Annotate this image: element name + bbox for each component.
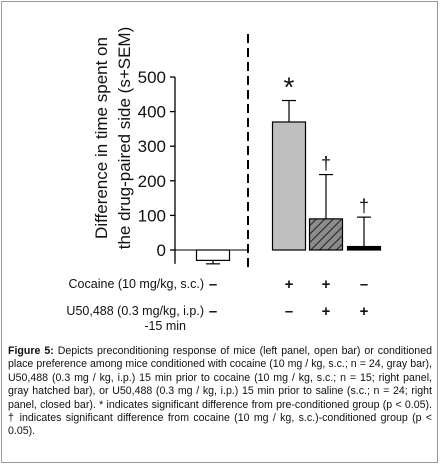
- y-axis: [138, 68, 248, 264]
- bar-4: [348, 247, 381, 250]
- significance-mark-4: †: [358, 196, 370, 217]
- row-2-mark-4: +: [359, 303, 369, 320]
- figure-caption: [8, 345, 432, 439]
- y-axis-label: [92, 27, 134, 250]
- row-label-2-line-2: -15 min: [144, 319, 186, 333]
- significance-mark-2: *: [283, 71, 295, 103]
- bar-3: [310, 219, 343, 250]
- y-tick-label: 100: [137, 206, 166, 226]
- row-label-1: Cocaine (10 mg/kg, s.c.): [68, 277, 204, 291]
- y-tick-label: 500: [137, 68, 166, 87]
- row-1-mark-1: –: [208, 276, 218, 293]
- row-label-2: U50,488 (0.3 mg/kg, i.p.): [66, 304, 204, 318]
- row-2-mark-2: –: [284, 303, 294, 320]
- y-tick-label: 0: [156, 241, 166, 260]
- row-2-mark-3: +: [321, 303, 331, 320]
- y-tick-label: 400: [137, 102, 166, 122]
- y-tick-label: 200: [137, 171, 166, 191]
- y-tick-label: 300: [137, 137, 166, 157]
- bars: [197, 72, 381, 264]
- y-axis-label-line-2: the drug-paired side (s+SEM): [115, 26, 134, 250]
- row-1-mark-2: +: [284, 276, 294, 293]
- bar-1: [197, 250, 230, 260]
- row-1-mark-4: –: [359, 276, 369, 293]
- row-1-mark-3: +: [321, 276, 331, 293]
- bar-2: [273, 122, 306, 250]
- caption-text: Depicts preconditioning response of mice (left panel, open bar) or conditioned place preference among mice conditioned with cocaine (10 mg / kg, s.c.; n = 24, gray bar), U50,488 (0.3 mg / kg, i.p.) 15 min prior to cocaine (10 mg / kg, s.c.; n = 15; right panel, gray hatched bar), or U50,488 (0.3 mg / kg, i.p.) 15 min prior to saline (s.c.; n = 24; right panel, closed bar). * indicates significant difference from pre-conditioned group (p < 0.05). † indicates significant difference from cocaine (10 mg / kg, s.c.)-conditioned group (p < 0.05).: [8, 345, 432, 438]
- row-2-mark-1: –: [208, 303, 218, 320]
- caption-lead: Figure 5:: [8, 345, 54, 357]
- condition-rows: [66, 276, 368, 333]
- significance-mark-3: †: [320, 153, 332, 174]
- y-axis-label-line-1: Difference in time spent on: [92, 37, 111, 239]
